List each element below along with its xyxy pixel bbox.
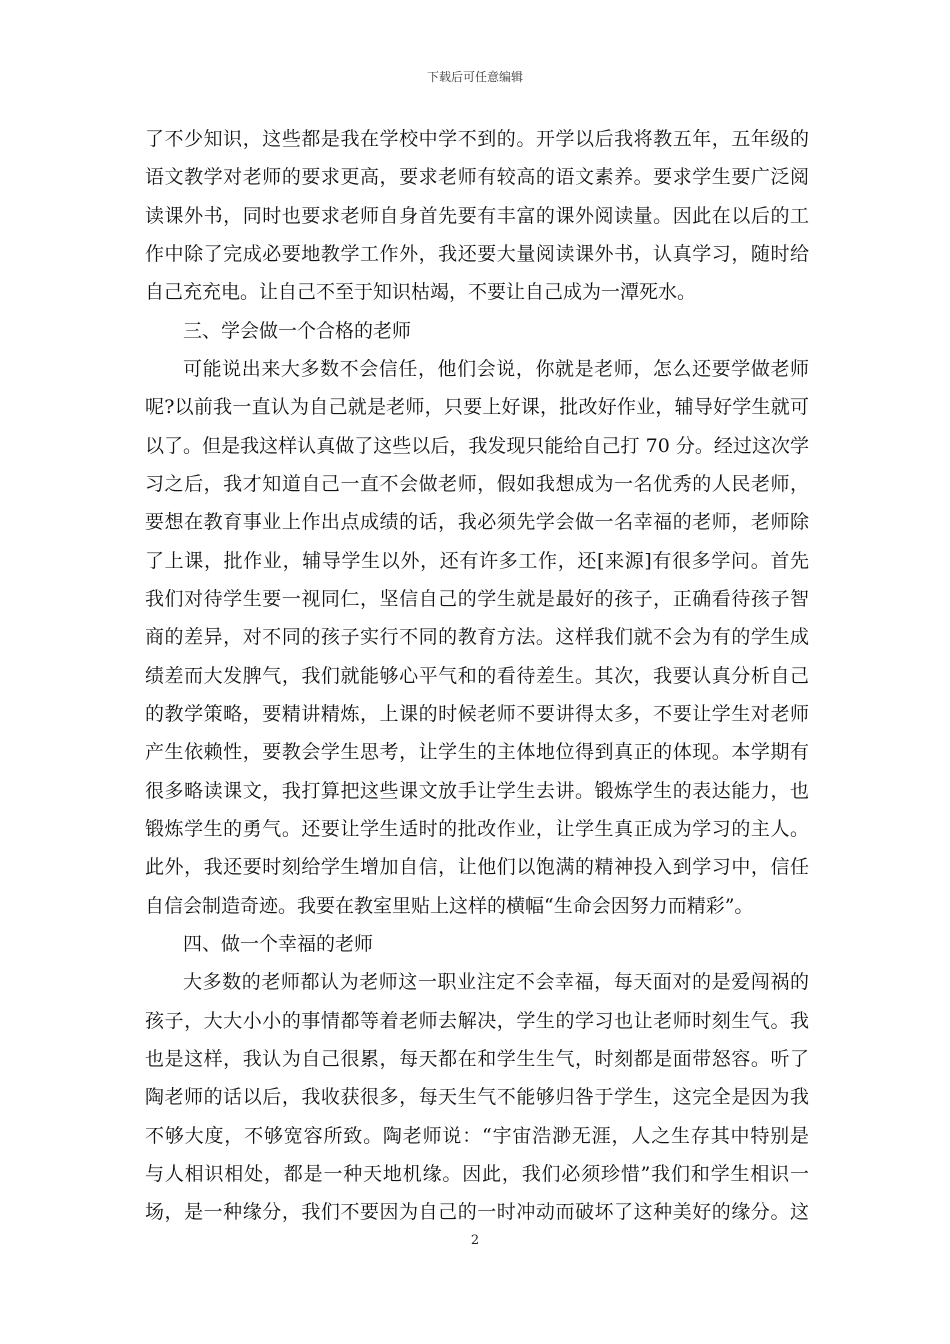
text-line: 也是这样，我认为自己很累，每天都在和学生生气，时刻都是面带怒容。听了 bbox=[145, 1047, 809, 1070]
text-line: 语文教学对老师的要求更高，要求老师有较高的语文素养。要求学生要广泛阅 bbox=[145, 166, 809, 189]
text-line: 以了。但是我这样认真做了这些以后，我发现只能给自己打 70 分。经过这次学 bbox=[145, 434, 809, 457]
text-line: 产生依赖性，要教会学生思考，让学生的主体地位得到真正的体现。本学期有 bbox=[145, 741, 809, 764]
text-line: 不够大度，不够宽容所致。陶老师说：“宇宙浩渺无涯，人之生存其中特别是 bbox=[145, 1124, 809, 1147]
text-line: 习之后，我才知道自己一直不会做老师，假如我想成为一名优秀的人民老师， bbox=[145, 472, 809, 495]
text-line: 的教学策略，要精讲精炼，上课的时候老师不要讲得太多，不要让学生对老师 bbox=[145, 702, 809, 725]
text-line: 陶老师的话以后，我收获很多，每天生气不能够归咎于学生，这完全是因为我 bbox=[145, 1086, 809, 1109]
text-line: 商的差异，对不同的孩子实行不同的教育方法。这样我们就不会为有的学生成 bbox=[145, 626, 809, 649]
page-header: 下载后可任意编辑 bbox=[426, 70, 523, 84]
text-line: 锻炼学生的勇气。还要让学生适时的批改作业，让学生真正成为学习的主人。 bbox=[145, 817, 809, 840]
text-line: 要想在教育事业上作出点成绩的话，我必须先学会做一名幸福的老师，老师除 bbox=[145, 511, 809, 534]
text-line: 孩子，大大小小的事情都等着老师去解决，学生的学习也让老师时刻生气。我 bbox=[145, 1009, 809, 1032]
text-line: 呢?以前我一直认为自己就是老师，只要上好课，批改好作业，辅导好学生就可 bbox=[145, 396, 809, 419]
text-line: 此外，我还要时刻给学生增加自信，让他们以饱满的精神投入到学习中，信任 bbox=[145, 856, 809, 879]
text-line: 自信会制造奇迹。我要在教室里贴上这样的横幅“生命会因努力而精彩”。 bbox=[145, 894, 754, 917]
text-line: 大多数的老师都认为老师这一职业注定不会幸福，每天面对的是爱闯祸的 bbox=[183, 971, 809, 994]
text-line: 三、学会做一个合格的老师 bbox=[183, 319, 412, 342]
text-line: 我们对待学生要一视同仁，坚信自己的学生就是最好的孩子，正确看待孩子智 bbox=[145, 587, 809, 610]
text-line: 很多略读课文，我打算把这些课文放手让学生去讲。锻炼学生的表达能力，也 bbox=[145, 779, 809, 802]
text-line: 绩差而大发脾气，我们就能够心平气和的看待差生。其次，我要认真分析自己 bbox=[145, 664, 809, 687]
text-line: 场，是一种缘分，我们不要因为自己的一时冲动而破坏了这种美好的缘分。这 bbox=[145, 1201, 809, 1224]
page-number: 2 bbox=[470, 1233, 480, 1248]
text-line: 自己充充电。让自己不至于知识枯竭，不要让自己成为一潭死水。 bbox=[145, 281, 697, 304]
text-line: 作中除了完成必要地教学工作外，我还要大量阅读课外书，认真学习，随时给 bbox=[145, 242, 809, 265]
text-line: 与人相识相处，都是一种天地机缘。因此，我们必须珍惜”我们和学生相识一 bbox=[145, 1162, 809, 1185]
text-line: 了不少知识，这些都是我在学校中学不到的。开学以后我将教五年，五年级的 bbox=[145, 128, 809, 150]
text-line: 可能说出来大多数不会信任，他们会说，你就是老师，怎么还要学做老师 bbox=[183, 357, 809, 380]
text-line: 读课外书，同时也要求老师自身首先要有丰富的课外阅读量。因此在以后的工 bbox=[145, 204, 809, 227]
document-body bbox=[145, 120, 809, 1232]
text-line: 了上课，批作业，辅导学生以外，还有许多工作，还[来源]有很多学问。首先 bbox=[145, 549, 809, 572]
text-line: 四、做一个幸福的老师 bbox=[183, 932, 374, 955]
